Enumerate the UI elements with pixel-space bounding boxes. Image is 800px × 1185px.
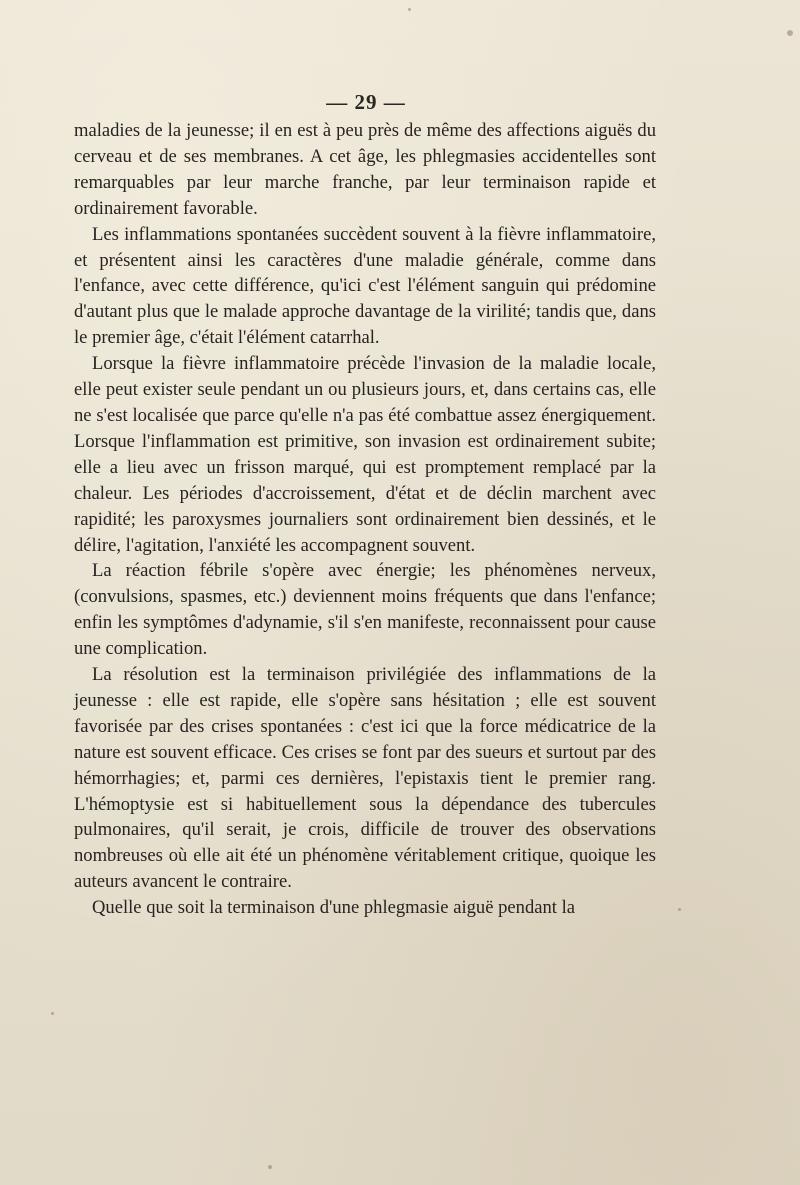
paragraph: maladies de la jeunesse; il en est à peu près de même des affections aiguës du cerveau et de ses membranes. A cet âge, les phlegmasies accidentelles sont remarquables par leur marche franche, par leur terminaison rapide et ordinairement favorable. — [74, 120, 656, 219]
page-number: — 29 — — [326, 90, 406, 114]
paper-speck — [408, 8, 411, 11]
paragraph: Les inflammations spontanées succèdent souvent à la fièvre inflammatoire, et présentent ainsi les caractères d'une maladie générale, comme dans l'enfance, avec cette différence, qu'ici c'est l'élément sanguin qui prédomine d'autant plus que le malade approche davantage de la virilité; tandis que, dans le premier âge, c'était l'élément catarrhal. — [74, 223, 656, 349]
paper-speck — [51, 1012, 54, 1015]
body-text — [74, 118, 656, 921]
paper-speck — [268, 1165, 272, 1169]
paper-speck — [678, 908, 681, 911]
paper-speck — [787, 30, 793, 36]
paragraph: Lorsque la fièvre inflammatoire précède l'invasion de la maladie locale, elle peut exister seule pendant un ou plusieurs jours, et, dans certains cas, elle ne s'est localisée que parce qu'elle n'a pas été combattue assez énergiquement. Lorsque l'inflammation est primitive, son invasion est ordinairement subite; elle a lieu avec un frisson marqué, qui est promptement remplacé par la chaleur. Les périodes d'accroissement, d'état et de déclin marchent avec rapidité; les paroxysmes journaliers sont ordinairement bien dessinés, et le délire, l'agitation, l'anxiété les accompagnent souvent. — [74, 353, 656, 556]
paragraph: La réaction fébrile s'opère avec énergie; les phénomènes nerveux, (convulsions, spasmes, etc.) deviennent moins fréquents que dans l'enfance; enfin les symptômes d'adynamie, s'il s'en manifeste, reconnaissent pour cause une complication. — [74, 560, 656, 660]
paragraph: Quelle que soit la terminaison d'une phlegmasie aiguë pendant la — [92, 897, 576, 919]
paragraph: La résolution est la terminaison privilégiée des inflammations de la jeunesse : elle est rapide, elle s'opère sans hésitation ; elle est souvent favorisée par des crises spontanées : c'est ici que la force médicatrice de la nature est souvent efficace. Ces crises se font par des sueurs et surtout par des hémorrhagies; et, parmi ces dernières, l'epistaxis tient le premier rang. L'hémoptysie est si habituellement sous la dépendance des tubercules pulmonaires, qu'il serait, je crois, difficile de trouver des observations nombreuses où elle ait été un phénomène véritablement critique, quoique les auteurs avancent le contraire. — [74, 664, 656, 893]
